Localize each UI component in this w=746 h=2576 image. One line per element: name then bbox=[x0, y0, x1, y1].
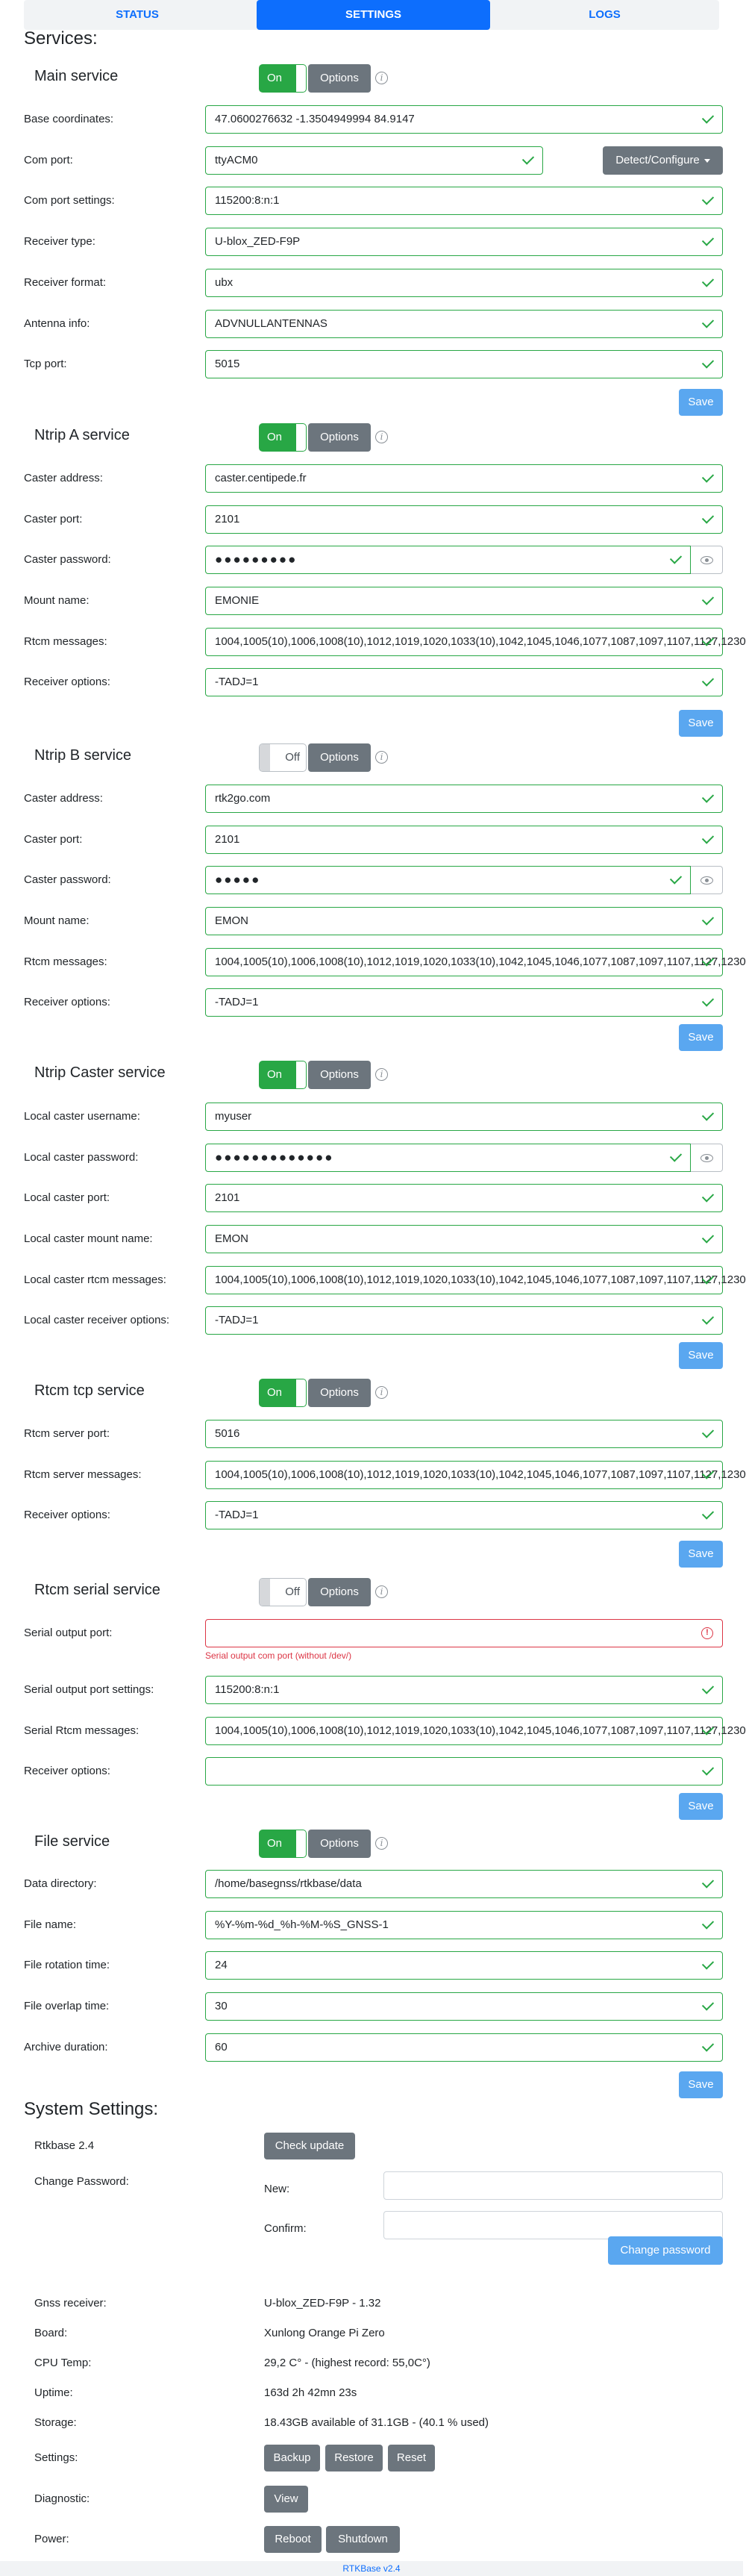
ntrip-a-toggle[interactable]: On bbox=[259, 423, 307, 452]
file-service-title: File service bbox=[34, 1833, 110, 1850]
storage-value: 18.43GB available of 31.1GB - (40.1 % used) bbox=[264, 2416, 489, 2429]
info-icon[interactable]: i bbox=[375, 1068, 388, 1081]
receiver-options-label: Receiver options: bbox=[24, 676, 110, 688]
rtcm-tcp-options-button[interactable]: Options bbox=[308, 1379, 371, 1407]
local-caster-port-input[interactable]: 2101 bbox=[205, 1184, 723, 1212]
info-icon[interactable]: i bbox=[375, 1386, 388, 1399]
reboot-button[interactable]: Reboot bbox=[264, 2526, 322, 2553]
check-icon bbox=[702, 593, 714, 605]
serial-rtcm-messages-input[interactable]: 1004,1005(10),1006,1008(10),1012,1019,1020,1033(10),1042,1045,1046,1077,1087,1097,1107,1127,1230 bbox=[205, 1717, 723, 1745]
uptime-value: 163d 2h 42mn 23s bbox=[264, 2386, 357, 2399]
antenna-info-label: Antenna info: bbox=[24, 317, 90, 330]
new-password-label: New: bbox=[264, 2183, 290, 2195]
main-service-title: Main service bbox=[34, 68, 119, 84]
mount-name-label: Mount name: bbox=[24, 594, 90, 607]
rtcm-server-port-input[interactable]: 5016 bbox=[205, 1420, 723, 1448]
rtcm-serial-save-button[interactable]: Save bbox=[679, 1793, 723, 1820]
check-icon bbox=[702, 1190, 714, 1202]
tab-logs[interactable]: LOGS bbox=[589, 8, 621, 21]
change-password-button[interactable]: Change password bbox=[608, 2236, 723, 2265]
eye-icon bbox=[700, 556, 713, 564]
receiver-options-input[interactable]: -TADJ=1 bbox=[205, 1501, 723, 1529]
file-rotation-time-input[interactable]: 24 bbox=[205, 1951, 723, 1980]
rtcm-server-port-label: Rtcm server port: bbox=[24, 1427, 110, 1440]
file-rotation-time-label: File rotation time: bbox=[24, 1959, 110, 1971]
rtcm-server-messages-label: Rtcm server messages: bbox=[24, 1468, 142, 1481]
file-overlap-time-label: File overlap time: bbox=[24, 2000, 110, 2012]
file-name-label: File name: bbox=[24, 1918, 77, 1931]
receiver-options-label: Receiver options: bbox=[24, 1509, 110, 1521]
reset-button[interactable]: Reset bbox=[388, 2445, 435, 2471]
info-icon[interactable]: i bbox=[375, 431, 388, 443]
ntrip-b-toggle[interactable]: Off bbox=[259, 743, 307, 772]
eye-icon bbox=[700, 876, 713, 885]
info-icon[interactable]: i bbox=[375, 1837, 388, 1850]
data-directory-label: Data directory: bbox=[24, 1877, 97, 1890]
file-overlap-time-input[interactable]: 30 bbox=[205, 1992, 723, 2021]
check-icon bbox=[702, 1108, 714, 1120]
show-password-button[interactable] bbox=[691, 546, 723, 574]
com-port-settings-label: Com port settings: bbox=[24, 194, 115, 207]
caster-address-input[interactable]: caster.centipede.fr bbox=[205, 464, 723, 493]
ntrip-caster-title: Ntrip Caster service bbox=[34, 1064, 166, 1081]
info-icon[interactable]: i bbox=[375, 72, 388, 84]
tab-settings[interactable]: SETTINGS bbox=[257, 0, 490, 30]
detect-configure-button[interactable]: Detect/Configure bbox=[603, 146, 723, 175]
caster-address-input[interactable]: rtk2go.com bbox=[205, 785, 723, 813]
new-password-input[interactable] bbox=[383, 2171, 723, 2200]
check-icon bbox=[702, 674, 714, 686]
check-icon bbox=[702, 316, 714, 328]
ntrip-a-options-button[interactable]: Options bbox=[308, 423, 371, 452]
diagnostic-label: Diagnostic: bbox=[34, 2492, 90, 2505]
rtcm-messages-label: Rtcm messages: bbox=[24, 955, 107, 968]
cpu-temp-label: CPU Temp: bbox=[34, 2357, 92, 2369]
serial-output-port-label: Serial output port: bbox=[24, 1627, 113, 1639]
check-icon bbox=[702, 234, 714, 246]
antenna-info-input[interactable]: ADVNULLANTENNAS bbox=[205, 310, 723, 338]
rtcm-messages-input[interactable]: 1004,1005(10),1006,1008(10),1012,1019,1020,1033(10),1042,1045,1046,1077,1087,1097,1107,1127,1230 bbox=[205, 948, 723, 976]
ntrip-b-title: Ntrip B service bbox=[34, 747, 132, 764]
check-icon bbox=[702, 1231, 714, 1243]
top-nav bbox=[24, 0, 719, 30]
file-service-save-button[interactable]: Save bbox=[679, 2071, 723, 2098]
check-icon bbox=[702, 790, 714, 802]
local-caster-password-label: Local caster password: bbox=[24, 1151, 139, 1164]
rtcm-tcp-toggle[interactable]: On bbox=[259, 1379, 307, 1407]
check-icon bbox=[670, 872, 682, 884]
local-caster-receiver-options-input[interactable]: -TADJ=1 bbox=[205, 1306, 723, 1335]
caster-password-input[interactable]: ●●●●● bbox=[205, 866, 691, 894]
ntrip-caster-save-button[interactable]: Save bbox=[679, 1342, 723, 1369]
caster-port-input[interactable]: 2101 bbox=[205, 505, 723, 534]
info-icon[interactable]: i bbox=[375, 1585, 388, 1598]
rtcm-tcp-save-button[interactable]: Save bbox=[679, 1541, 723, 1568]
power-label: Power: bbox=[34, 2533, 69, 2545]
show-password-button[interactable] bbox=[691, 866, 723, 894]
info-icon[interactable]: i bbox=[375, 751, 388, 764]
main-service-options-button[interactable]: Options bbox=[308, 64, 371, 93]
base-coordinates-input[interactable]: 47.0600276632 -1.3504949994 84.9147 bbox=[205, 105, 723, 134]
receiver-options-input[interactable] bbox=[205, 1757, 723, 1786]
caster-password-label: Caster password: bbox=[24, 553, 111, 566]
serial-rtcm-messages-label: Serial Rtcm messages: bbox=[24, 1724, 140, 1737]
local-caster-rtcm-messages-label: Local caster rtcm messages: bbox=[24, 1273, 166, 1286]
tab-status[interactable]: STATUS bbox=[116, 8, 159, 21]
error-icon: ! bbox=[701, 1627, 713, 1639]
caster-address-label: Caster address: bbox=[24, 472, 103, 484]
local-caster-receiver-options-label: Local caster receiver options: bbox=[24, 1314, 170, 1326]
receiver-type-input[interactable]: U-blox_ZED-F9P bbox=[205, 228, 723, 256]
storage-label: Storage: bbox=[34, 2416, 77, 2429]
caster-address-label: Caster address: bbox=[24, 792, 103, 805]
serial-output-port-settings-input[interactable]: 115200:8:n:1 bbox=[205, 1676, 723, 1704]
check-icon bbox=[702, 1917, 714, 1929]
check-icon bbox=[702, 275, 714, 287]
serial-output-port-input[interactable] bbox=[205, 1619, 723, 1647]
file-name-input[interactable]: %Y-%m-%d_%h-%M-%S_GNSS-1 bbox=[205, 1911, 723, 1939]
restore-button[interactable]: Restore bbox=[325, 2445, 383, 2471]
uptime-label: Uptime: bbox=[34, 2386, 73, 2399]
receiver-format-input[interactable]: ubx bbox=[205, 269, 723, 297]
local-caster-username-input[interactable]: myuser bbox=[205, 1103, 723, 1131]
archive-duration-input[interactable]: 60 bbox=[205, 2033, 723, 2062]
check-icon bbox=[702, 1957, 714, 1969]
shutdown-button[interactable]: Shutdown bbox=[326, 2526, 400, 2553]
gnss-receiver-value: U-blox_ZED-F9P - 1.32 bbox=[264, 2297, 381, 2310]
check-icon bbox=[670, 552, 682, 564]
local-caster-username-label: Local caster username: bbox=[24, 1110, 140, 1123]
rtcm-serial-toggle[interactable]: Off bbox=[259, 1578, 307, 1606]
check-icon bbox=[522, 152, 534, 164]
ntrip-a-save-button[interactable]: Save bbox=[679, 710, 723, 737]
rtcm-tcp-title: Rtcm tcp service bbox=[34, 1382, 145, 1399]
data-directory-input[interactable]: /home/basegnss/rtkbase/data bbox=[205, 1870, 723, 1898]
com-port-input[interactable]: ttyACM0 bbox=[205, 146, 543, 175]
ntrip-b-save-button[interactable]: Save bbox=[679, 1024, 723, 1051]
receiver-options-label: Receiver options: bbox=[24, 1765, 110, 1777]
backup-button[interactable]: Backup bbox=[264, 2445, 320, 2471]
caster-port-label: Caster port: bbox=[24, 833, 83, 846]
main-service-toggle[interactable]: On bbox=[259, 64, 307, 93]
check-icon bbox=[702, 1507, 714, 1519]
change-password-label: Change Password: bbox=[34, 2175, 129, 2188]
serial-output-port-error: Serial output com port (without /dev/) bbox=[205, 1650, 352, 1661]
local-caster-mount-name-label: Local caster mount name: bbox=[24, 1232, 153, 1245]
local-caster-mount-name-input[interactable]: EMON bbox=[205, 1225, 723, 1253]
cpu-temp-value: 29,2 C° - (highest record: 55,0C°) bbox=[264, 2357, 430, 2369]
caster-password-label: Caster password: bbox=[24, 873, 111, 886]
local-caster-password-input[interactable]: ●●●●●●●●●●●●● bbox=[205, 1144, 691, 1172]
receiver-type-label: Receiver type: bbox=[24, 235, 95, 248]
ntrip-b-options-button[interactable]: Options bbox=[308, 743, 371, 772]
check-icon bbox=[702, 1763, 714, 1775]
check-icon bbox=[702, 1682, 714, 1694]
ntrip-a-title: Ntrip A service bbox=[34, 427, 130, 443]
check-icon bbox=[702, 1312, 714, 1324]
receiver-format-label: Receiver format: bbox=[24, 276, 107, 289]
rtkbase-version: Rtkbase 2.4 bbox=[34, 2139, 95, 2152]
rtcm-messages-input[interactable]: 1004,1005(10),1006,1008(10),1012,1019,1020,1033(10),1042,1045,1046,1077,1087,1097,1107,1127,1230 bbox=[205, 628, 723, 656]
tcp-port-input[interactable]: 5015 bbox=[205, 350, 723, 378]
check-icon bbox=[702, 111, 714, 123]
caster-port-input[interactable]: 2101 bbox=[205, 826, 723, 854]
caret-down-icon bbox=[704, 159, 710, 163]
local-caster-rtcm-messages-input[interactable]: 1004,1005(10),1006,1008(10),1012,1019,1020,1033(10),1042,1045,1046,1077,1087,1097,1107,1127,1230 bbox=[205, 1266, 723, 1294]
settings-label: Settings: bbox=[34, 2451, 78, 2464]
confirm-password-input[interactable] bbox=[383, 2211, 723, 2239]
rtcm-messages-label: Rtcm messages: bbox=[24, 635, 107, 648]
main-service-save-button[interactable]: Save bbox=[679, 389, 723, 416]
file-service-toggle[interactable]: On bbox=[259, 1830, 307, 1858]
check-icon bbox=[702, 994, 714, 1006]
ntrip-caster-options-button[interactable]: Options bbox=[308, 1061, 371, 1089]
ntrip-caster-toggle[interactable]: On bbox=[259, 1061, 307, 1089]
check-icon bbox=[702, 913, 714, 925]
check-icon bbox=[702, 470, 714, 482]
receiver-options-input[interactable]: -TADJ=1 bbox=[205, 988, 723, 1017]
check-icon bbox=[670, 1150, 682, 1161]
base-coordinates-label: Base coordinates: bbox=[24, 113, 114, 125]
archive-duration-label: Archive duration: bbox=[24, 2041, 108, 2053]
check-icon bbox=[702, 1998, 714, 2010]
mount-name-label: Mount name: bbox=[24, 914, 90, 927]
view-diagnostic-button[interactable]: View bbox=[264, 2486, 308, 2513]
file-service-options-button[interactable]: Options bbox=[308, 1830, 371, 1858]
confirm-password-label: Confirm: bbox=[264, 2222, 307, 2235]
show-password-button[interactable] bbox=[691, 1144, 723, 1172]
caster-port-label: Caster port: bbox=[24, 513, 83, 526]
caster-password-input[interactable]: ●●●●●●●●● bbox=[205, 546, 691, 574]
rtcm-serial-title: Rtcm serial service bbox=[34, 1582, 160, 1598]
receiver-options-input[interactable]: -TADJ=1 bbox=[205, 668, 723, 696]
gnss-receiver-label: Gnss receiver: bbox=[34, 2297, 107, 2310]
tcp-port-label: Tcp port: bbox=[24, 358, 67, 370]
board-label: Board: bbox=[34, 2327, 68, 2339]
eye-icon bbox=[700, 1154, 713, 1162]
check-icon bbox=[702, 1426, 714, 1438]
page-title: Services: bbox=[24, 28, 98, 49]
com-port-settings-input[interactable]: 115200:8:n:1 bbox=[205, 187, 723, 215]
check-icon bbox=[702, 1876, 714, 1888]
footer-version[interactable]: RTKBase v2.4 bbox=[0, 2561, 743, 2576]
check-icon bbox=[702, 511, 714, 523]
rtcm-serial-options-button[interactable]: Options bbox=[308, 1578, 371, 1606]
board-value: Xunlong Orange Pi Zero bbox=[264, 2327, 385, 2339]
receiver-options-label: Receiver options: bbox=[24, 996, 110, 1008]
check-icon bbox=[702, 2039, 714, 2051]
rtcm-server-messages-input[interactable]: 1004,1005(10),1006,1008(10),1012,1019,1020,1033(10),1042,1045,1046,1077,1087,1097,1107,1127,1230 bbox=[205, 1461, 723, 1489]
check-icon bbox=[702, 832, 714, 843]
local-caster-port-label: Local caster port: bbox=[24, 1191, 110, 1204]
check-icon bbox=[702, 193, 714, 205]
check-icon bbox=[702, 356, 714, 368]
mount-name-input[interactable]: EMON bbox=[205, 907, 723, 935]
mount-name-input[interactable]: EMONIE bbox=[205, 587, 723, 615]
serial-output-port-settings-label: Serial output port settings: bbox=[24, 1683, 154, 1696]
com-port-label: Com port: bbox=[24, 154, 73, 166]
system-settings-title: System Settings: bbox=[24, 2099, 159, 2119]
check-update-button[interactable]: Check update bbox=[264, 2133, 355, 2159]
